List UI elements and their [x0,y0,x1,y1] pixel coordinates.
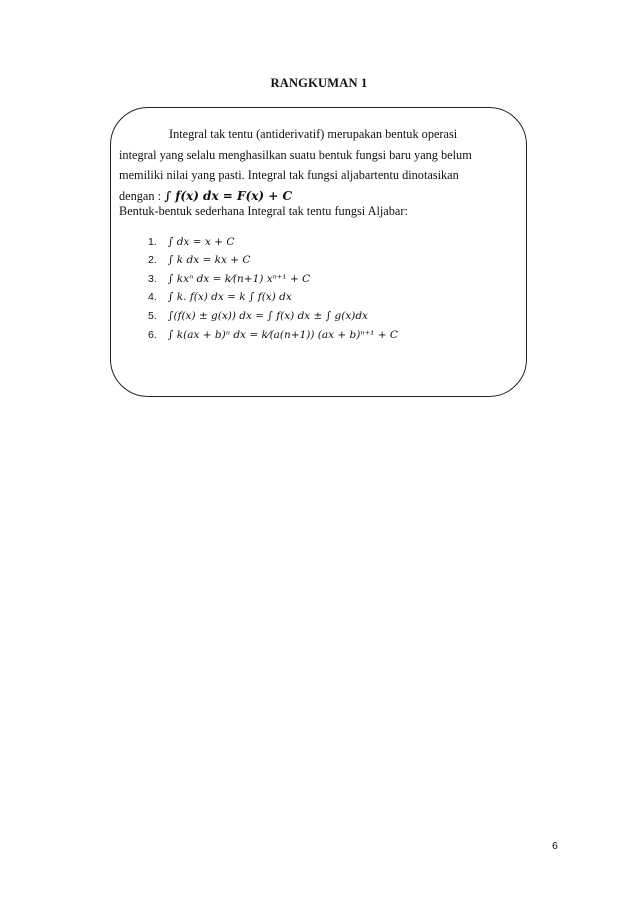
page-title: RANGKUMAN 1 [270,76,368,90]
formula-item [148,251,398,269]
formula-number: 4. [148,291,157,303]
paragraph-line-2: integral yang selalu menghasilkan suatu bentuk fungsi baru yang belum [119,147,472,162]
formula-text: ∫ kxⁿ dx = k⁄(n+1) xⁿ⁺¹ + C [168,272,311,285]
formula-item [148,306,398,325]
formula-number: 5. [148,309,157,322]
paragraph-line-4-prefix: dengan : [119,188,165,203]
formula-text: ∫ k(ax + b)ⁿ dx = k⁄(a(n+1)) (ax + b)ⁿ⁺¹ + C [168,328,398,341]
formula-number: 3. [148,272,157,285]
formula-item [148,325,398,344]
formula-text: ∫ k dx = kx + C [168,254,251,266]
formula-item [148,269,398,288]
formula-text: ∫ k. f(x) dx = k ∫ f(x) dx [168,291,292,303]
paragraph-line-1: Integral tak tentu (antiderivatif) merupakan bentuk operasi [169,127,458,141]
main-integral-formula: ∫ f(x) dx = F(x) + C [164,188,292,203]
formula-item [148,288,398,306]
formula-list [148,233,398,344]
page-number: 6 [552,840,558,852]
formula-text: ∫(f(x) ± g(x)) dx = ∫ f(x) dx ± ∫ g(x)dx [168,309,368,322]
formula-item [148,233,398,251]
definition-paragraph [119,124,519,206]
formula-text: ∫ dx = x + C [168,236,235,248]
formula-number: 2. [148,254,157,266]
formula-number: 6. [148,328,157,341]
paragraph-line-3: memiliki nilai yang pasti. Integral tak fungsi aljabartentu dinotasikan [119,168,459,182]
formulas-subheading: Bentuk-bentuk sederhana Integral tak tentu fungsi Aljabar: [119,204,408,218]
formula-number: 1. [148,236,157,248]
